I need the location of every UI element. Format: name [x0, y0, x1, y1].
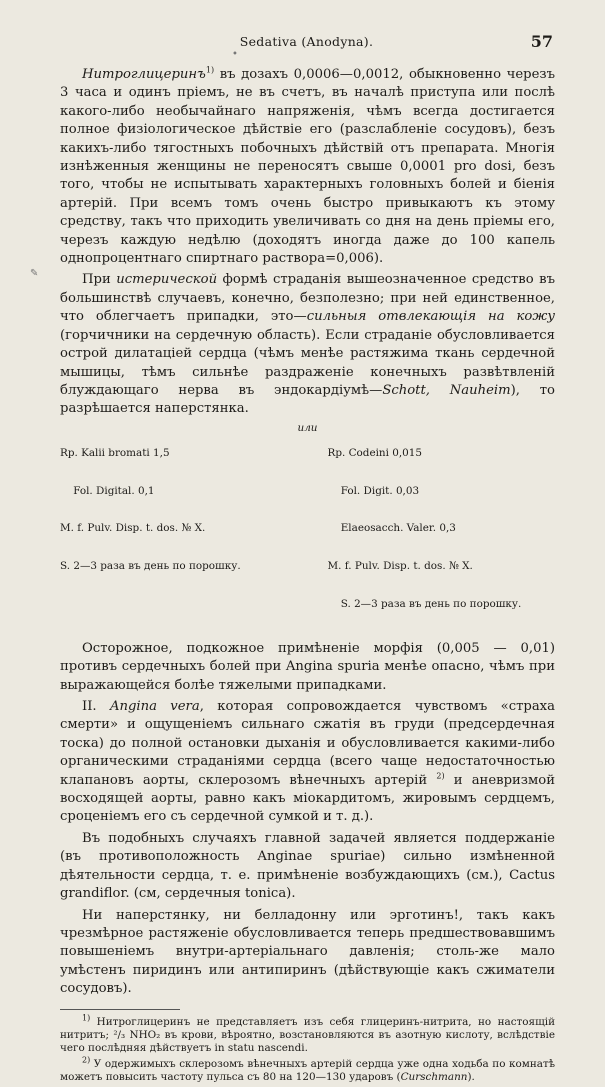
rx-line: S. 2—3 раза въ день по порошку.	[327, 598, 522, 611]
rx-line: Fol. Digital. 0,1	[60, 484, 155, 497]
footnote-2: $^{2)}$ У одержимыхъ склерозомъ вѣнечныхъ артерій сердца уже одна ходьба по комнатѣ можетъ повысить частоту пульса съ 80 на 120—130 ударовъ (Curschmann).	[60, 1055, 555, 1083]
prescription-left	[60, 422, 288, 636]
paragraph-nitroglycerin: Нитроглицеринъ$^{1)}$ въ дозахъ 0,0006—0,0012, обыкновенно черезъ 3 часа и одинъ пріемъ, не въ счетъ, въ началѣ приступа или послѣ какого-либо необычайнаго напряженія, чѣмъ всегда достигается полное физіологическое дѣйствіе его (разслабленіе сосудовъ), безъ какихъ-либо тягостныхъ побочныхъ дѣйствій отъ препарата. Многія изнѣженныя женщины не переносятъ свыше 0,0001 pro dosi, безъ того, чтобы не испытывать характерныхъ головныхъ болей и біенія артерій. При всемъ томъ очень быстро привыкаютъ къ этому средству, такъ что приходить увеличивать со дня на день пріемы его, черезъ каждую недѣлю (доходятъ иногда даже до 100 капель однопроцентнаго спиртнаго раствора=0,006).	[60, 65, 555, 267]
footnote-divider	[60, 1009, 180, 1010]
rx-line: Elaeosacch. Valer. 0,3	[327, 522, 456, 535]
rx-line: M. f. Pulv. Disp. t. dos. № X.	[327, 560, 473, 573]
paragraph-main-task: Въ подобныхъ случаяхъ главной задачей является поддержаніе (въ противоположность Anginae spuriae) сильно измѣненной дѣятельности сердца, т. е. примѣненіе возбуждающихъ (см.), Cactus grandiflor. (см, сердечныя tonica).	[60, 830, 555, 902]
paragraph-hysterical-form: При истерической формѣ страданія вышеозначенное средство въ большинствѣ случаевъ, конечно, безполезно; при ней единственное, что облегчаетъ припадки, это—сильныя отвлекающія на кожу (горчичники на сердечную область). Если страданіе обусловливается острой дилатаціей сердца (чѣмъ менѣе растяжима ткань сердечной мышицы, тѣмъ сильнѣе раздраженіе конечныхъ развѣтвленій блуждающаго нерва въ эндокардіумѣ—Schott, Nauheim), то разрѣшается наперстянка.	[60, 272, 555, 417]
rx-line: M. f. Pulv. Disp. t. dos. № X.	[60, 522, 206, 535]
footnote-ref-1: 1)	[205, 65, 215, 75]
footnote-ref-2: 2)	[436, 771, 445, 781]
prescription-or: или	[297, 421, 318, 434]
prescriptions	[60, 422, 555, 636]
page-number: 57	[530, 32, 553, 51]
page-header	[60, 34, 553, 54]
rx-line: Rp. Kalii bromati 1,5	[60, 446, 170, 459]
rx-line: Fol. Digit. 0,03	[327, 484, 420, 497]
page-body	[60, 66, 555, 1087]
paragraph-contraindications: Ни наперстянку, ни белладонну или эрготинъ!, такъ какъ чрезмѣрное растяженіе обусловливается теперь предшествовавшимъ повышеніемъ внутри-артеріальнаго давленія; столь-же мало умѣстенъ пиридинъ или антипиринъ (дѣйствующіе какъ сжиматели сосудовъ).	[60, 907, 555, 997]
prescription-right	[328, 422, 556, 636]
running-title: Sedativa (Anodyna).	[239, 34, 374, 49]
footnote-1: $^{1)}$ Нитроглицеринъ не представляетъ изъ себя глицеринъ-нитрита, но настоящій нитритъ; ²/₃ NHO₂ въ крови, вѣроятно, возстановляются въ азотную кислоту, вслѣдствіе чего послѣдняя дѣйствуетъ in statu nascendi.	[60, 1013, 555, 1054]
rx-line: Rp. Codeini 0,015	[327, 446, 422, 459]
term-nitroglycerin: Нитроглицеринъ	[82, 67, 206, 82]
paragraph-angina-vera: II. Angina vera, которая сопровождается чувствомъ «страха смерти» и ощущеніемъ сильнаго сжатія въ груди (предсердечная тоска) до полной остановки дыханія и обусловливается какими-либо органическими страданіями сердца (всего чаще недостаточностью клапановъ аорты, склерозомъ вѣнечныхъ артерій $^{2)}$ и аневризмой восходящей аорты, равно какъ міокардитомъ, жировымъ сердцемъ, сроценіемъ его съ сердечной сумкой и т. д.).	[60, 699, 555, 825]
ink-speck: •	[232, 49, 238, 60]
rx-line: S. 2—3 раза въ день по порошку.	[60, 560, 241, 573]
paragraph-morphine: Осторожное, подкожное примѣненіе морфія (0,005 — 0,01) противъ сердечныхъ болей при Angina spuria менѣе опасно, чѣмъ при выражающейся болѣе тяжелыми припадками.	[60, 640, 555, 693]
margin-mark-icon: ✎	[30, 268, 39, 279]
